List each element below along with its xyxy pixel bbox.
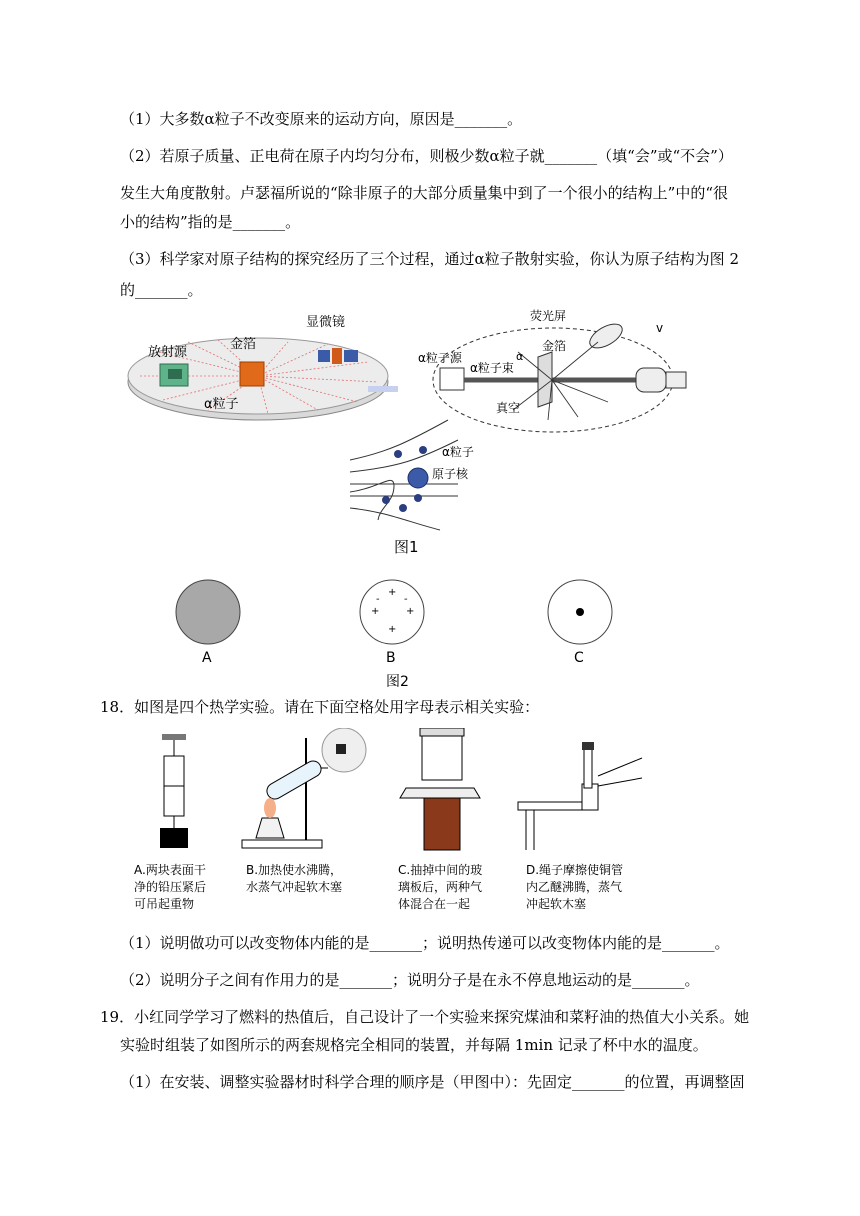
- q19-stem-line2: 实验时组装了如图所示的两套规格完全相同的装置，并每隔 1min 记录了杯中水的温度。: [120, 1036, 708, 1054]
- figure-1-2: [118, 302, 698, 687]
- label-alpha-source: α粒子源: [418, 351, 462, 365]
- label-microscope: 显微镜: [306, 315, 346, 330]
- q17-part3-line1: （3）科学家对原子结构的探究经历了三个过程，通过α粒子散射实验，你认为原子结构为图 2: [120, 250, 739, 268]
- caption-c-line1: C.抽掉中间的玻: [398, 863, 483, 877]
- figure-18: [130, 728, 650, 920]
- caption-b-line1: B.加热使水沸腾，: [246, 863, 343, 877]
- svg-text:-: -: [404, 594, 408, 605]
- q18-part2: （2）说明分子之间有作用力的是_______；说明分子是在永不停息地运动的是_______。: [120, 971, 700, 989]
- figure-2-caption: 图2: [386, 674, 409, 687]
- q17-part3-line2: 的_______。: [120, 281, 203, 299]
- label-gold-foil-2: 金箔: [542, 339, 567, 353]
- label-model-a: A: [202, 650, 212, 666]
- label-nucleus: 原子核: [432, 467, 469, 481]
- q19-stem-line1: 19．小红同学学习了燃料的热值后，自己设计了一个实验来探究煤油和菜籽油的热值大小关系。她: [100, 1008, 750, 1026]
- label-velocity: v: [656, 321, 664, 335]
- experiment-b-test-tube: [242, 728, 366, 894]
- experiment-a-lead-blocks: [134, 734, 206, 911]
- experiment-d-copper-tube: [518, 742, 642, 911]
- alpha-scattering-apparatus: [128, 314, 398, 420]
- caption-c-line2: 璃板后，两种气: [398, 880, 483, 894]
- label-model-b: B: [386, 650, 396, 666]
- q17-part2-line2: 发生大角度散射。卢瑟福所说的“除非原子的大部分质量集中到了一个很小的结构上”中的“很: [120, 184, 729, 202]
- caption-b-line2: 水蒸气冲起软木塞: [246, 880, 343, 894]
- q17-part2-line1: （2）若原子质量、正电荷在原子内均匀分布，则极少数α粒子就_______（填“会”或“不会”）: [120, 147, 733, 165]
- caption-d-line2: 内乙醚沸腾，蒸气: [526, 880, 623, 894]
- caption-d-line3: 冲起软木塞: [526, 897, 587, 911]
- nucleus-deflection-diagram: [350, 420, 474, 556]
- label-fluorescent-screen: 荧光屏: [530, 309, 567, 323]
- caption-c-line3: 体混合在一起: [398, 897, 471, 911]
- svg-text:+: +: [388, 587, 397, 598]
- svg-text:+: +: [388, 624, 397, 635]
- caption-d-line1: D.绳子摩擦使铜管: [526, 863, 624, 877]
- q17-part2-line3: 小的结构”指的是_______。: [120, 213, 301, 231]
- q17-part1: （1）大多数α粒子不改变原来的运动方向，原因是_______。: [120, 110, 523, 128]
- svg-text:+: +: [406, 606, 415, 617]
- figure-1-caption: 图1: [394, 538, 419, 556]
- label-alpha-symbol: α: [516, 350, 524, 363]
- label-radiation-source: 放射源: [148, 345, 188, 360]
- svg-text:+: +: [371, 606, 380, 617]
- atom-model-b: [360, 580, 424, 687]
- label-gold-foil: 金箔: [230, 337, 257, 352]
- label-model-c: C: [574, 650, 584, 666]
- alpha-scattering-schematic: [418, 308, 686, 432]
- label-vacuum: 真空: [496, 401, 521, 415]
- label-alpha-beam: α粒子束: [470, 361, 514, 375]
- experiment-c-gas-jars: [398, 728, 482, 911]
- svg-text:-: -: [376, 594, 380, 605]
- caption-a-line3: 可吊起重物: [134, 897, 195, 911]
- caption-a-line1: A.两块表面干: [134, 863, 206, 877]
- q19-part1: （1）在安装、调整实验器材时科学合理的顺序是（甲图中）：先固定_______的位置，再调整固: [120, 1073, 745, 1091]
- label-alpha-particle: α粒子: [204, 397, 239, 412]
- atom-model-c: [548, 580, 612, 666]
- caption-a-line2: 净的铅压紧后: [134, 880, 207, 894]
- q18-stem: 18．如图是四个热学实验。请在下面空格处用字母表示相关实验：: [100, 698, 540, 716]
- atom-model-a: [176, 580, 240, 666]
- label-alpha-particle-2: α粒子: [442, 445, 474, 459]
- q18-part1: （1）说明做功可以改变物体内能的是_______；说明热传递可以改变物体内能的是_______。: [120, 934, 730, 952]
